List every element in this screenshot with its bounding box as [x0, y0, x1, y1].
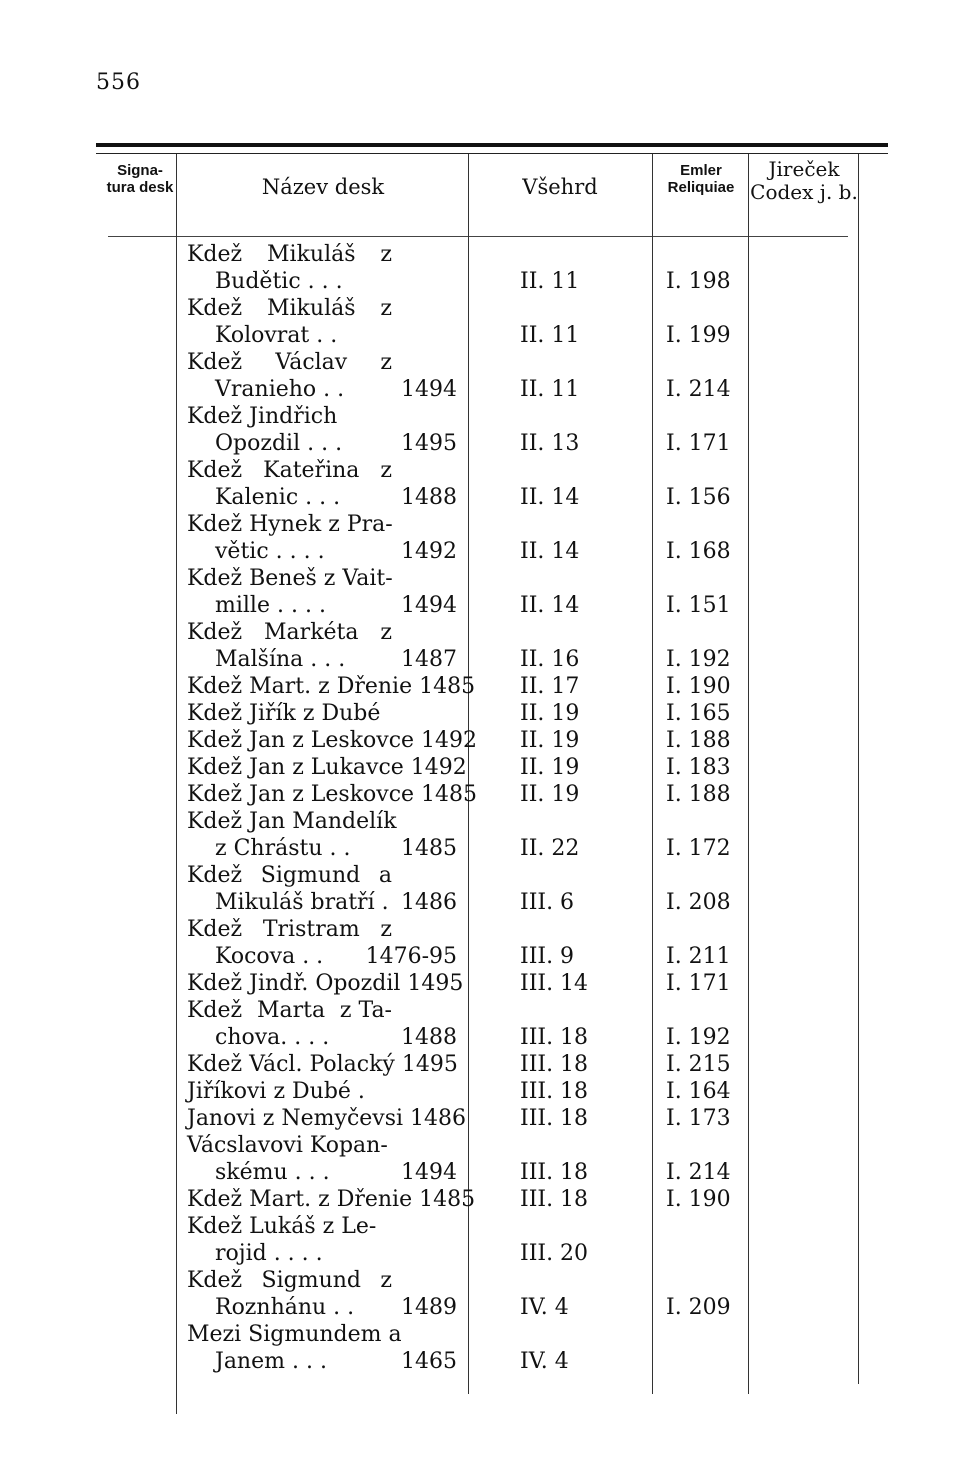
entry-title-word: Kdež Hynek z Pra-: [187, 512, 393, 537]
vsehrd-ref: IV. 4: [520, 1349, 569, 1374]
emler-ref: I. 192: [666, 1025, 731, 1050]
vsehrd-ref: II. 14: [520, 593, 580, 618]
entry-name: Malšína . . .: [215, 647, 346, 672]
entry-title: Janovi z Nemyčevsi 1486: [187, 1106, 467, 1131]
entry-year: 1489: [401, 1295, 457, 1320]
table-row: [0, 512, 960, 566]
table-row: [0, 863, 960, 917]
entry-year: 1494: [401, 1160, 457, 1185]
entry-name: větic . . . .: [215, 539, 325, 564]
vsehrd-ref: III. 6: [520, 890, 575, 915]
entry-title-word: a: [378, 863, 392, 888]
entry-title: [187, 296, 392, 321]
entry-title-word: Mikuláš: [267, 242, 356, 267]
table-row: [0, 1133, 960, 1187]
entry-title: Kdež Mart. z Dřenie 1485: [187, 674, 476, 699]
table-row: [0, 1106, 960, 1133]
table-row: [0, 809, 960, 863]
entry-name: Janem . . .: [215, 1349, 327, 1374]
entry-title-cont: [215, 1025, 457, 1050]
entry-title-cont: [215, 1241, 457, 1266]
table-row: [0, 701, 960, 728]
header-signatura: Signa- tura desk: [106, 162, 174, 197]
top-rule: [96, 143, 888, 147]
emler-ref: I. 188: [666, 782, 731, 807]
entry-title: Kdež Jan z Lukavce 1492: [187, 755, 467, 780]
emler-ref: I. 211: [666, 944, 731, 969]
entry-title-word: Kdež Beneš z Vait-: [187, 566, 393, 591]
emler-ref: I. 208: [666, 890, 731, 915]
vsehrd-ref: II. 14: [520, 539, 580, 564]
table-row: [0, 350, 960, 404]
emler-ref: I. 168: [666, 539, 731, 564]
entry-name: Roznhánu . .: [215, 1295, 355, 1320]
vsehrd-ref: II. 17: [520, 674, 580, 699]
entry-title-word: z: [380, 1268, 392, 1293]
table-row: [0, 242, 960, 296]
table-row: [0, 1079, 960, 1106]
vsehrd-ref: III. 18: [520, 1160, 589, 1185]
table-row: [0, 458, 960, 512]
vsehrd-ref: III. 18: [520, 1187, 589, 1212]
entry-title-cont: [215, 647, 457, 672]
entry-title: [187, 566, 392, 591]
entry-title-word: Kdež Lukáš z Le-: [187, 1214, 377, 1239]
table-row: [0, 1187, 960, 1214]
entry-title-cont: [215, 485, 457, 510]
emler-ref: I. 151: [666, 593, 731, 618]
entry-year: 1495: [401, 431, 457, 456]
vsehrd-ref: III. 20: [520, 1241, 589, 1266]
entry-title: [187, 404, 392, 429]
vsehrd-ref: II. 11: [520, 377, 580, 402]
entry-title-cont: [215, 377, 457, 402]
entry-title: [187, 512, 392, 537]
entry-title: [187, 1214, 392, 1239]
vsehrd-ref: II. 11: [520, 323, 580, 348]
entry-title: [187, 863, 392, 888]
entry-title-word: z Ta-: [339, 998, 392, 1023]
entry-title-word: Sigmund: [260, 863, 361, 888]
vsehrd-ref: II. 22: [520, 836, 580, 861]
entry-name: Vranieho . .: [215, 377, 345, 402]
table-row: [0, 1052, 960, 1079]
table-row: [0, 296, 960, 350]
entry-title: Jiříkovi z Dubé .: [187, 1079, 365, 1104]
emler-ref: I. 190: [666, 674, 731, 699]
entry-title-word: Kdež: [187, 998, 243, 1023]
vsehrd-ref: II. 19: [520, 728, 580, 753]
entry-year: 1494: [401, 593, 457, 618]
entry-title-cont: [215, 1349, 457, 1374]
entry-title-word: Kateřina: [263, 458, 360, 483]
emler-ref: I. 164: [666, 1079, 731, 1104]
emler-ref: I. 173: [666, 1106, 731, 1131]
emler-ref: I. 156: [666, 485, 731, 510]
entry-title-word: Tristram: [262, 917, 360, 942]
emler-ref: I. 199: [666, 323, 731, 348]
header-rule: [108, 236, 848, 237]
vsehrd-ref: II. 11: [520, 269, 580, 294]
entry-title-word: Kdež: [187, 296, 243, 321]
entry-title: Kdež Mart. z Dřenie 1485: [187, 1187, 476, 1212]
header-jirecek: Jireček Codex j. b.: [750, 157, 858, 204]
emler-ref: I. 171: [666, 431, 731, 456]
emler-ref: I. 215: [666, 1052, 731, 1077]
entry-title-word: Kdež Jindřich: [187, 404, 338, 429]
entry-title-cont: [215, 593, 457, 618]
emler-ref: I. 214: [666, 1160, 731, 1185]
entry-name: Kalenic . . .: [215, 485, 341, 510]
entry-title-word: Mezi Sigmundem a: [187, 1322, 402, 1347]
emler-ref: I. 171: [666, 971, 731, 996]
table-row: [0, 566, 960, 620]
vsehrd-ref: III. 18: [520, 1025, 589, 1050]
entry-title: [187, 620, 392, 645]
vsehrd-ref: III. 18: [520, 1052, 589, 1077]
entry-title-cont: [215, 1295, 457, 1320]
table-row: [0, 782, 960, 809]
entry-title-word: Kdež: [187, 350, 243, 375]
header-nazev: Název desk: [261, 175, 385, 199]
vsehrd-ref: II. 19: [520, 755, 580, 780]
entry-title: [187, 458, 392, 483]
entry-title-word: Kdež: [187, 458, 243, 483]
entry-year: 1487: [401, 647, 457, 672]
entry-title: [187, 1322, 402, 1347]
entry-name: Opozdil . . .: [215, 431, 343, 456]
table-row: [0, 971, 960, 998]
entry-title: [187, 1268, 392, 1293]
entry-title-word: Kdež: [187, 863, 243, 888]
entry-title-word: Sigmund: [261, 1268, 362, 1293]
emler-ref: I. 165: [666, 701, 731, 726]
entry-title-cont: [215, 269, 457, 294]
entry-title-word: Marta: [256, 998, 326, 1023]
entry-title-word: z: [380, 242, 392, 267]
entry-title: [187, 350, 392, 375]
vsehrd-ref: III. 18: [520, 1079, 589, 1104]
vsehrd-ref: III. 18: [520, 1106, 589, 1131]
table-row: [0, 404, 960, 458]
header-vsehrd: Všehrd: [522, 175, 598, 199]
entry-title-word: z: [380, 458, 392, 483]
entry-title: Kdež Jan z Leskovce 1492: [187, 728, 478, 753]
entry-title-word: z: [380, 350, 392, 375]
entry-title-word: Mikuláš: [267, 296, 356, 321]
emler-ref: I. 192: [666, 647, 731, 672]
entry-title: Kdež Jan z Leskovce 1485: [187, 782, 478, 807]
entry-name: mille . . . .: [215, 593, 326, 618]
entry-title-cont: [215, 944, 457, 969]
entry-title-word: Václav: [275, 350, 348, 375]
entry-title-cont: [215, 539, 457, 564]
table-row: [0, 1214, 960, 1268]
entry-title-word: z: [380, 917, 392, 942]
entry-title: [187, 242, 392, 267]
emler-ref: I. 198: [666, 269, 731, 294]
table-row: [0, 1268, 960, 1322]
entry-name: Kolovrat . .: [215, 323, 338, 348]
entry-title-word: Kdež: [187, 917, 243, 942]
entry-title-cont: [215, 836, 457, 861]
table-row: [0, 620, 960, 674]
entry-title-word: Kdež: [187, 242, 243, 267]
entry-title-word: Kdež: [187, 1268, 243, 1293]
entry-title-cont: [215, 890, 457, 915]
entry-year: 1486: [401, 890, 457, 915]
entry-title-word: z: [380, 620, 392, 645]
emler-ref: I. 209: [666, 1295, 731, 1320]
emler-ref: I. 190: [666, 1187, 731, 1212]
vsehrd-ref: II. 16: [520, 647, 580, 672]
vsehrd-ref: II. 19: [520, 782, 580, 807]
entry-title-word: Kdež: [187, 620, 243, 645]
entry-year: 1465: [401, 1349, 457, 1374]
table-row: [0, 998, 960, 1052]
emler-ref: I. 214: [666, 377, 731, 402]
entry-year: 1476-95: [365, 944, 457, 969]
entry-title: [187, 809, 397, 834]
entry-title: [187, 998, 392, 1023]
entry-name: Kocova . .: [215, 944, 324, 969]
entry-title-word: Markéta: [264, 620, 359, 645]
entry-year: 1494: [401, 377, 457, 402]
table-row: [0, 728, 960, 755]
vsehrd-ref: IV. 4: [520, 1295, 569, 1320]
vsehrd-ref: II. 13: [520, 431, 580, 456]
entry-title: [187, 1133, 392, 1158]
vsehrd-ref: II. 14: [520, 485, 580, 510]
entry-title-word: Vácslavovi Kopan-: [187, 1133, 388, 1158]
vsehrd-ref: III. 14: [520, 971, 589, 996]
header-emler: Emler Reliquiae: [667, 162, 735, 197]
entry-name: skému . . .: [215, 1160, 330, 1185]
entry-title: Kdež Jiřík z Dubé: [187, 701, 381, 726]
entry-name: chova. . . .: [215, 1025, 330, 1050]
entry-year: 1492: [401, 539, 457, 564]
entry-name: Mikuláš bratří .: [215, 890, 389, 915]
emler-ref: I. 188: [666, 728, 731, 753]
entry-year: 1488: [401, 1025, 457, 1050]
entry-title-word: z: [380, 296, 392, 321]
entry-name: Budětic . . .: [215, 269, 343, 294]
emler-ref: I. 183: [666, 755, 731, 780]
table-row: [0, 1322, 960, 1376]
entry-title: [187, 917, 392, 942]
vsehrd-ref: II. 19: [520, 701, 580, 726]
entry-name: rojid . . . .: [215, 1241, 323, 1266]
entry-title-word: Kdež Jan Mandelík: [187, 809, 397, 834]
vsehrd-ref: III. 9: [520, 944, 575, 969]
emler-ref: I. 172: [666, 836, 731, 861]
entry-name: z Chrástu . .: [215, 836, 351, 861]
table-row: [0, 674, 960, 701]
table-row: [0, 755, 960, 782]
entry-title-cont: [215, 323, 457, 348]
page-number: 556: [96, 70, 141, 95]
entry-title-cont: [215, 1160, 457, 1185]
entry-year: 1485: [401, 836, 457, 861]
entry-title-cont: [215, 431, 457, 456]
entry-title: Kdež Jindř. Opozdil 1495: [187, 971, 464, 996]
table-row: [0, 917, 960, 971]
entry-year: 1488: [401, 485, 457, 510]
entry-title: Kdež Václ. Polacký 1495: [187, 1052, 458, 1077]
top-rule-thin: [96, 153, 888, 154]
